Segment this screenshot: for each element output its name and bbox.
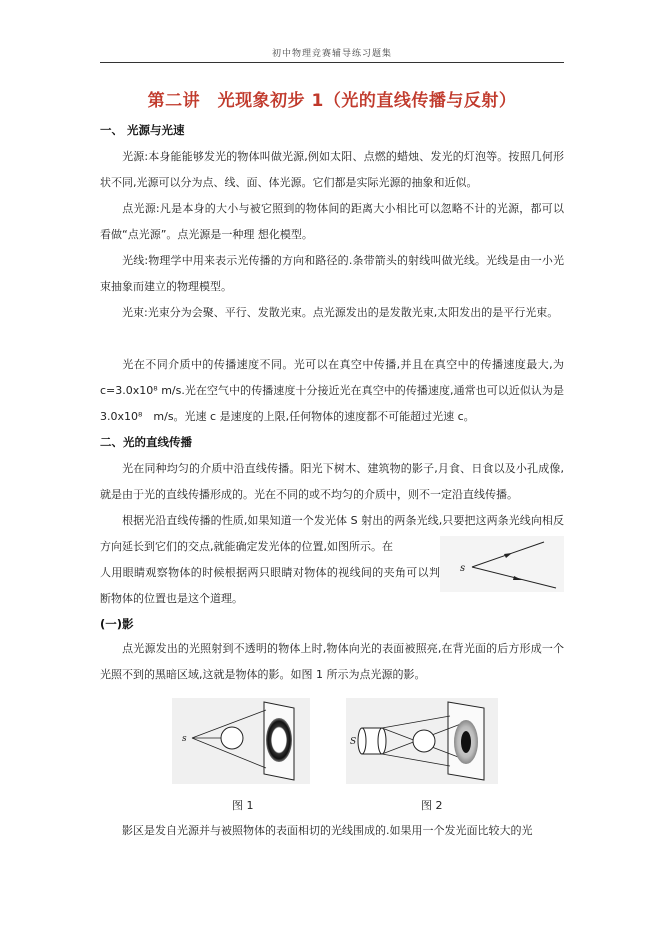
paragraph-text: 点光源:凡是本身的大小与被它照到的物体间的距离大小相比可以忽略不计的光源，都可以看做“点光源”。点光源是一种理 想化模型。 [100,202,564,241]
paragraph-light-beam [100,300,564,326]
paragraph-text: 影区是发自光源并与被照物体的表面相切的光线围成的.如果用一个发光面比较大的光 [122,824,533,837]
opaque-ball [221,727,243,749]
paragraph-text: 人用眼睛观察物体的时候根据两只眼睛对物体的视线间的夹角可以判断物体的位置也是这个道理。 [100,566,440,605]
paragraph-light-speed [100,352,564,430]
figure-2-caption: 图 2 [421,799,443,812]
umbra [461,731,471,753]
two-rays-diagram [440,536,564,592]
paragraph-text: 光在不同介质中的传播速度不同。光可以在真空中传播,并且在真空中的传播速度最大,为 c=3.0x10⁸ m/s.光在空气中的传播速度十分接近光在真空中的传播速度,通常也可以近似认为是 3.0x10⁸ m/s。光速 c 是速度的上限,任何物体的速度都不可能超过光速 c。 [100,358,564,423]
paragraph-straight-line [100,456,564,508]
figure-1-caption: 图 1 [232,799,254,812]
paragraph-text: 光源:本身能能够发光的物体叫做光源,例如太阳、点燃的蜡烛、发光的灯泡等。按照几何形状不同,光源可以分为点、线、面、体光源。它们都是实际光源的抽象和近似。 [100,150,564,189]
source-end-left [358,728,366,754]
paragraph-shadow-region [100,818,564,844]
paragraph-text: 根据光沿直线传播的性质,如果知道一个发光体 S 射出的两条光线,只要把这两条光线向相反方向延长到它们的交点,就能确定发光体的位置,如图所示。在 [100,514,564,553]
fig1-source-label: s [182,734,187,744]
section-heading-shadow: (一)影 [100,617,134,631]
figure-2-extended-shadow [346,698,498,784]
paragraph-light-ray [100,248,564,300]
header-rule [100,62,564,63]
page-header: 初中物理竞赛辅导练习题集 [271,49,392,59]
section-heading-light-source: 一、 光源与光速 [100,123,185,137]
source-label: s [460,563,466,574]
paragraph-point-source [100,196,564,248]
source-end-right [378,728,386,754]
paragraph-text: 光线:物理学中用来表示光传播的方向和路径的.条带箭头的射线叫做光线。光线是由一小光束抽象而建立的物理模型。 [100,254,564,293]
paragraph-eyes-judge [100,560,440,612]
figure-1-point-shadow [172,698,310,784]
diagram-background [440,536,564,592]
lecture-title: 第二讲 光现象初步 1（光的直线传播与反射） [147,91,517,111]
fig2-source-label: S [350,737,357,747]
shadow-ring [266,718,292,762]
paragraph-text: 点光源发出的光照射到不透明的物体上时,物体向光的表面被照亮,在背光面的后方形成一个光照不到的黑暗区域,这就是物体的影。如图 1 所示为点光源的影。 [100,642,564,681]
paragraph-shadow [100,636,564,688]
paragraph-light-source [100,144,564,196]
paragraph-text: 光束:光束分为会聚、平行、发散光束。点光源发出的是发散光束,太阳发出的是平行光束。 [122,306,559,319]
paragraph-text: 光在同种均匀的介质中沿直线传播。阳光下树木、建筑物的影子,月食、日食以及小孔成像,就是由于光的直线传播形成的。光在不同的或不均匀的介质中，则不一定沿直线传播。 [100,462,564,501]
opaque-ball [413,730,435,752]
section-heading-propagation: 二、光的直线传播 [100,435,192,449]
